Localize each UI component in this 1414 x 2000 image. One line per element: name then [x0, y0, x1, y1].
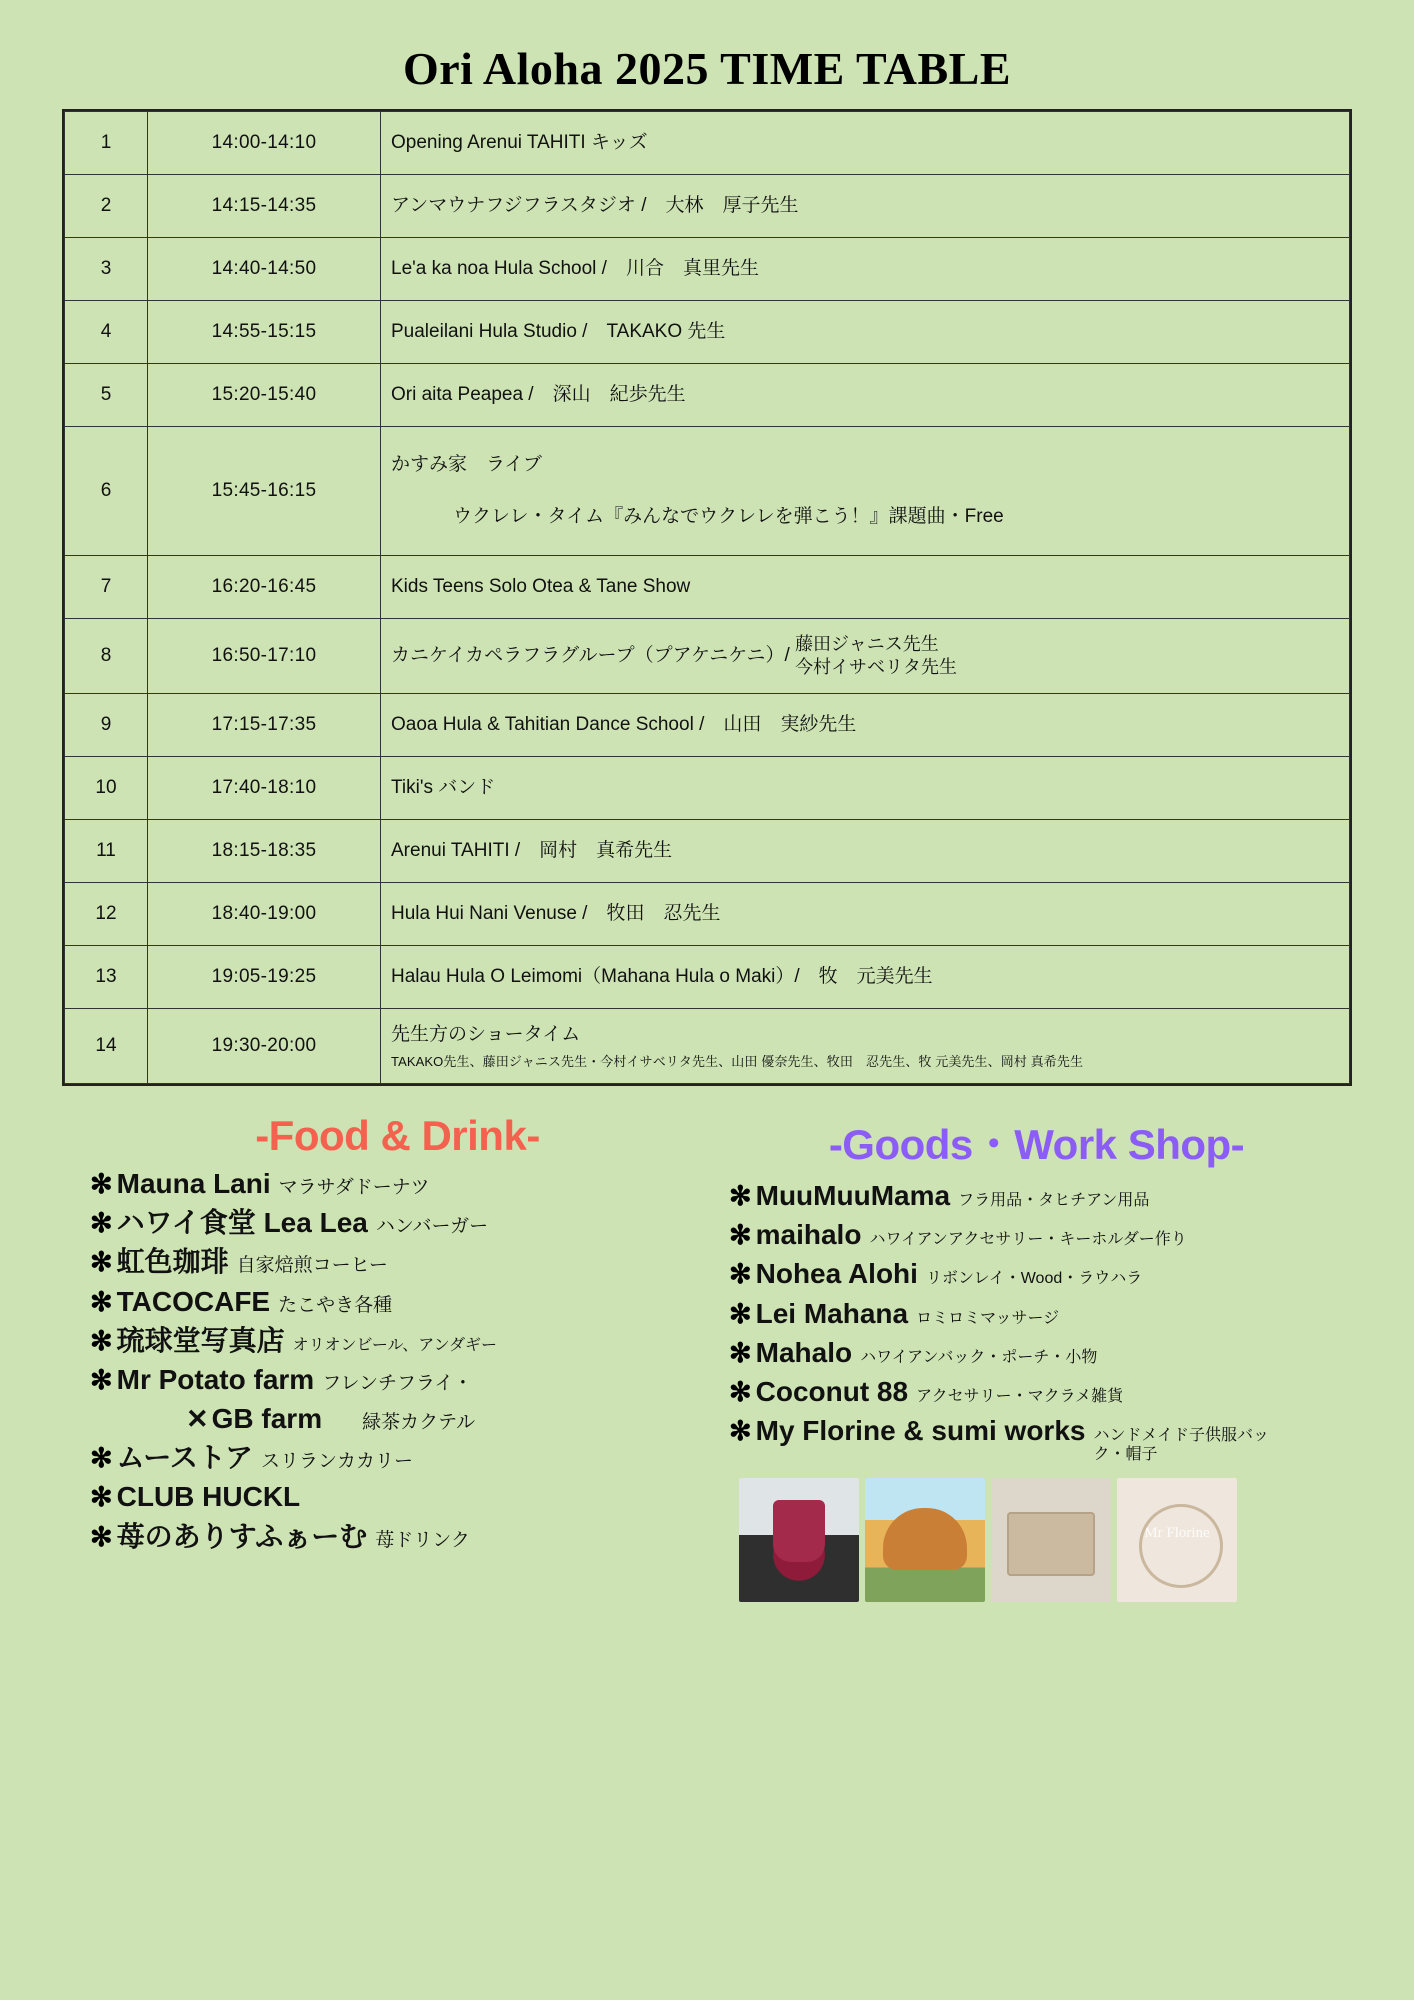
row-description: Opening Arenui TAHITI キッズ	[381, 112, 1350, 175]
asterisk-icon: ✻	[90, 1482, 113, 1513]
list-item-sub	[90, 1403, 705, 1435]
row-description	[381, 427, 1350, 556]
row-description: Halau Hula O Leimomi（Mahana Hula o Maki）/ 牧 元美先生	[381, 946, 1350, 1009]
table-row	[65, 364, 1350, 427]
row-description: Hula Hui Nani Venuse / 牧田 忍先生	[381, 883, 1350, 946]
asterisk-icon: ✻	[90, 1364, 113, 1395]
row-time: 17:15-17:35	[148, 694, 381, 757]
list-item	[729, 1337, 1344, 1369]
list-item	[729, 1376, 1344, 1408]
list-item	[90, 1325, 705, 1357]
photo-gallery	[729, 1478, 1344, 1602]
list-item	[90, 1168, 705, 1200]
row-number: 11	[65, 820, 148, 883]
vendor-desc: アクセサリー・マクラメ雑貨	[916, 1387, 1124, 1405]
table-row	[65, 619, 1350, 694]
row-number: 9	[65, 694, 148, 757]
list-item	[90, 1286, 705, 1318]
vendor-name: Mauna Lani	[116, 1168, 271, 1199]
vendor-desc: 苺ドリンク	[375, 1529, 470, 1551]
bottom-columns	[0, 1112, 1414, 1602]
timetable	[64, 111, 1350, 1084]
asterisk-icon: ✻	[729, 1337, 752, 1368]
asterisk-icon: ✻	[90, 1208, 113, 1239]
table-row	[65, 1009, 1350, 1084]
vendor-name: My Florine & sumi works	[755, 1415, 1086, 1447]
row-time: 18:40-19:00	[148, 883, 381, 946]
table-row	[65, 112, 1350, 175]
row-number: 4	[65, 301, 148, 364]
asterisk-icon: ✻	[729, 1181, 752, 1211]
asterisk-icon: ✻	[729, 1220, 752, 1251]
row-description-left: カニケイカペラフラグループ（プアケニケニ）/	[391, 645, 790, 667]
row-time: 19:30-20:00	[148, 1009, 381, 1084]
table-row	[65, 820, 1350, 883]
table-row	[65, 427, 1350, 556]
row-number: 10	[65, 757, 148, 820]
vendor-desc: たこやき各種	[278, 1294, 393, 1316]
asterisk-icon: ✻	[90, 1286, 113, 1317]
table-row	[65, 757, 1350, 820]
table-row	[65, 175, 1350, 238]
row-time: 18:15-18:35	[148, 820, 381, 883]
photo-caption: Mr Florine	[1144, 1525, 1210, 1542]
vendor-desc: リボンレイ・Wood・ラウハラ	[925, 1270, 1143, 1288]
asterisk-icon: ✻	[90, 1521, 113, 1552]
row-description	[381, 1009, 1350, 1084]
vendor-desc: オリオンビール、アンダギー	[292, 1336, 497, 1354]
vendor-desc: ロミロミマッサージ	[916, 1309, 1060, 1327]
row-description: Le'a ka noa Hula School / 川合 真里先生	[381, 238, 1350, 301]
food-drink-section	[90, 1112, 705, 1602]
list-item	[729, 1219, 1344, 1251]
food-drink-heading: -Food & Drink-	[255, 1112, 540, 1159]
asterisk-icon: ✻	[729, 1259, 752, 1290]
page-title: Ori Aloha 2025 TIME TABLE	[402, 43, 1012, 94]
vendor-desc: 自家焙煎コーヒー	[236, 1255, 388, 1277]
vendor-desc: ハワイアンアクセサリー・キーホルダー作り	[869, 1231, 1187, 1249]
row-number: 3	[65, 238, 148, 301]
asterisk-icon: ✻	[729, 1298, 752, 1329]
row-time: 15:20-15:40	[148, 364, 381, 427]
vendor-name: Mr Potato farm	[116, 1363, 315, 1395]
list-item	[729, 1298, 1344, 1330]
row-number: 13	[65, 946, 148, 1009]
photo-macrame	[1117, 1478, 1237, 1602]
goods-workshop-heading: -Goods・Work Shop-	[828, 1121, 1245, 1168]
vendor-name: GB farm	[211, 1403, 323, 1435]
vendor-name: 虹色珈琲	[116, 1246, 229, 1278]
timetable-container	[62, 109, 1352, 1086]
row-number: 14	[65, 1009, 148, 1084]
row-number: 8	[65, 619, 148, 694]
asterisk-icon: ✻	[90, 1169, 113, 1199]
list-item	[90, 1442, 705, 1474]
vendor-name: ハワイ食堂 Lea Lea	[116, 1207, 368, 1239]
row-description	[381, 619, 1350, 694]
table-row	[65, 694, 1350, 757]
row-description: Pualeilani Hula Studio / TAKAKO 先生	[381, 301, 1350, 364]
vendor-desc: 緑茶カクテル	[362, 1412, 476, 1434]
vendor-desc: ハンドメイド子供服バック・帽子	[1093, 1427, 1270, 1463]
vendor-name: MuuMuuMama	[755, 1180, 951, 1211]
list-item	[90, 1364, 705, 1396]
row-description-line2: ウクレレ・タイム『みんなでウクレレを弾こう！』課題曲・Free	[453, 506, 1004, 527]
table-row	[65, 883, 1350, 946]
vendor-name: Mahalo	[755, 1336, 853, 1368]
cross-icon: ✕	[186, 1404, 209, 1435]
row-description: アンマウナフジフラスタジオ / 大林 厚子先生	[381, 175, 1350, 238]
list-item	[90, 1481, 705, 1513]
vendor-desc: ハワイアンバック・ポーチ・小物	[860, 1348, 1098, 1366]
table-row	[65, 946, 1350, 1009]
asterisk-icon: ✻	[729, 1416, 752, 1447]
vendor-name: Lei Mahana	[755, 1297, 909, 1329]
vendor-desc: フラ用品・タヒチアン用品	[958, 1192, 1150, 1209]
row-time: 15:45-16:15	[148, 427, 381, 556]
asterisk-icon: ✻	[90, 1325, 113, 1356]
vendor-desc: スリランカカリー	[261, 1451, 414, 1473]
vendor-name: Nohea Alohi	[755, 1258, 918, 1290]
row-time: 14:55-15:15	[148, 301, 381, 364]
row-description-right	[795, 633, 957, 680]
vendor-desc: ハンバーガー	[375, 1216, 489, 1238]
row-time: 16:20-16:45	[148, 556, 381, 619]
photo-smoothie	[739, 1478, 859, 1602]
list-item	[90, 1246, 705, 1278]
vendor-name: Coconut 88	[755, 1375, 909, 1407]
row-description: Tiki's バンド	[381, 757, 1350, 820]
row-time: 14:00-14:10	[148, 112, 381, 175]
row-description-main: 先生方のショータイム	[391, 1023, 581, 1045]
list-item	[729, 1258, 1344, 1290]
row-time: 14:15-14:35	[148, 175, 381, 238]
vendor-desc: フレンチフライ・	[322, 1372, 473, 1394]
vendor-name: 琉球堂写真店	[116, 1324, 285, 1356]
vendor-name: maihalo	[755, 1219, 862, 1251]
list-item	[729, 1180, 1344, 1212]
goods-workshop-section	[705, 1112, 1344, 1602]
row-description: Oaoa Hula & Tahitian Dance School / 山田 実紗先生	[381, 694, 1350, 757]
row-time: 16:50-17:10	[148, 619, 381, 694]
row-teacher-1: 藤田ジャニス先生	[795, 633, 939, 654]
asterisk-icon: ✻	[90, 1443, 113, 1474]
row-description: Ori aita Peapea / 深山 紀歩先生	[381, 364, 1350, 427]
row-number: 7	[65, 556, 148, 619]
row-number: 12	[65, 883, 148, 946]
asterisk-icon: ✻	[729, 1376, 752, 1407]
vendor-desc: マラサダドーナツ	[278, 1177, 430, 1198]
row-teacher-2: 今村イサベリタ先生	[795, 657, 958, 677]
row-description: Kids Teens Solo Otea & Tane Show	[381, 556, 1350, 619]
row-description-line1: かすみ家 ライブ	[391, 454, 542, 476]
list-item	[90, 1521, 705, 1553]
table-row	[65, 301, 1350, 364]
row-number: 2	[65, 175, 148, 238]
photo-burger	[865, 1478, 985, 1602]
row-number: 5	[65, 364, 148, 427]
row-time: 19:05-19:25	[148, 946, 381, 1009]
vendor-name: CLUB HUCKL	[116, 1481, 301, 1513]
vendor-name: ムーストア	[116, 1442, 253, 1474]
vendor-name: TACOCAFE	[116, 1285, 271, 1317]
photo-accessories	[991, 1478, 1111, 1602]
table-row	[65, 556, 1350, 619]
vendor-name: 苺のありすふぁーむ	[116, 1520, 368, 1552]
row-number: 6	[65, 427, 148, 556]
table-row	[65, 238, 1350, 301]
row-description-sub: TAKAKO先生、藤田ジャニス先生・今村イサベリタ先生、山田 優奈先生、牧田 忍先生、牧 元美先生、岡村 真希先生	[391, 1053, 1084, 1069]
list-item	[90, 1207, 705, 1239]
list-item	[729, 1415, 1344, 1464]
row-number: 1	[65, 112, 148, 175]
row-description: Arenui TAHITI / 岡村 真希先生	[381, 820, 1350, 883]
asterisk-icon: ✻	[90, 1247, 113, 1278]
row-time: 17:40-18:10	[148, 757, 381, 820]
row-time: 14:40-14:50	[148, 238, 381, 301]
